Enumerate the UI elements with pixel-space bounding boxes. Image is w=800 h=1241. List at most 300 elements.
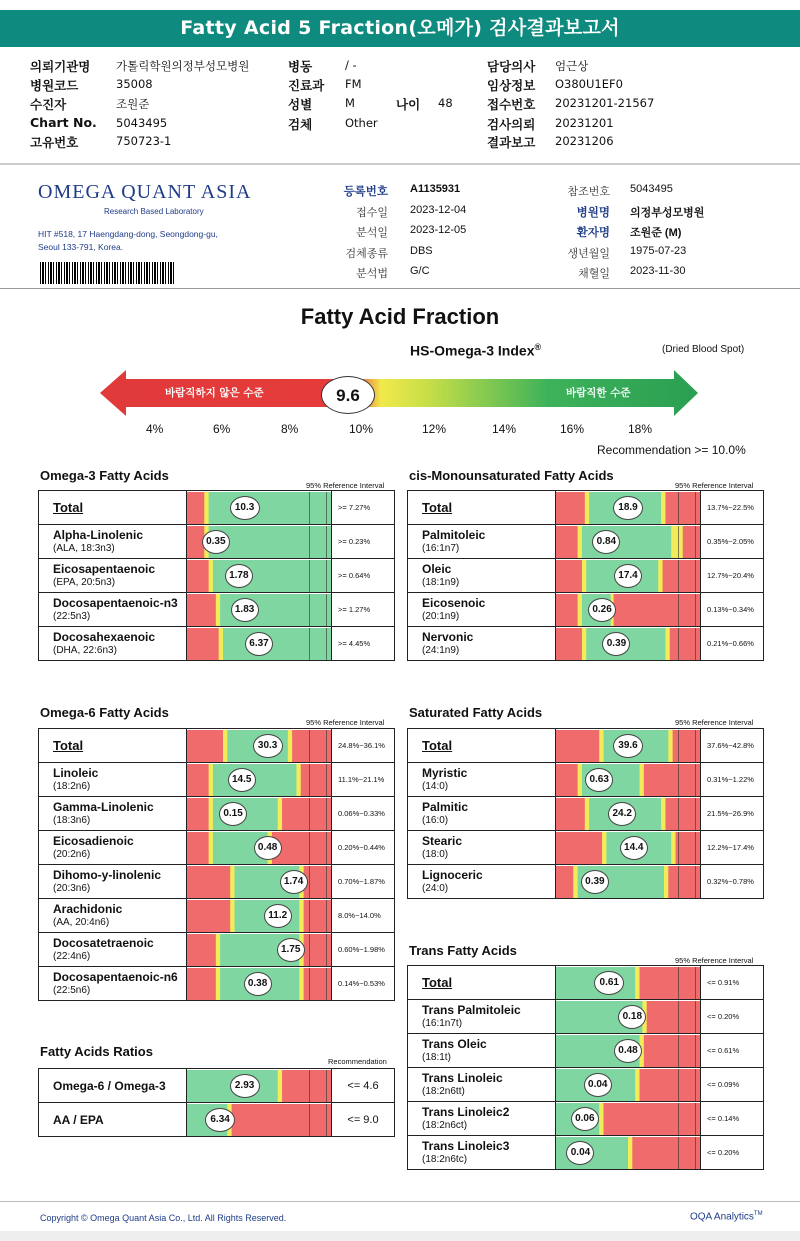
acid-name-cell	[39, 593, 187, 627]
acid-subtitle: (18:2n6tc)	[422, 1153, 468, 1165]
table-row	[39, 525, 395, 559]
lab-info-label: 등록번호	[343, 184, 388, 198]
reference-range: 0.20%~0.44%	[332, 831, 395, 865]
value-bubble: 1.78	[225, 564, 253, 588]
reference-range: 13.7%~22.5%	[701, 491, 764, 525]
range-band-r	[614, 594, 700, 626]
table-row	[408, 1136, 764, 1170]
range-band-y	[278, 1070, 283, 1102]
bar-cell	[556, 831, 701, 865]
ratio-name: Omega-6 / Omega-3	[53, 1078, 166, 1093]
section-title: Omega-3 Fatty Acids	[40, 468, 169, 483]
lab-info-label: 채혈일	[578, 268, 610, 280]
patient-value: 48	[438, 96, 453, 110]
table-row	[39, 865, 395, 899]
acid-name: Eicosenoic	[422, 595, 486, 610]
acid-subtitle: (AA, 20:4n6)	[53, 916, 110, 928]
acid-subtitle: (ALA, 18:3n3)	[53, 542, 115, 554]
range-bar	[187, 798, 331, 830]
reference-range: <= 0.09%	[701, 1068, 764, 1102]
acid-name-cell	[408, 865, 556, 899]
range-bar	[556, 967, 700, 999]
patient-value: 20231201	[555, 116, 614, 130]
acid-subtitle: (16:1n7)	[422, 542, 460, 554]
range-band-r	[640, 1069, 700, 1101]
range-band-r	[292, 730, 331, 762]
lab-info-value: 2023-12-04	[410, 204, 467, 216]
bar-wrap	[187, 526, 331, 558]
range-band-y	[671, 526, 683, 558]
recommendation: Recommendation >= 10.0%	[597, 443, 746, 457]
table-row	[408, 797, 764, 831]
table-row	[408, 763, 764, 797]
range-band-r	[187, 492, 205, 524]
lab-info-label: 생년월일	[567, 248, 610, 260]
range-band-r	[187, 900, 231, 932]
reference-range: 0.32%~0.78%	[701, 865, 764, 899]
value-bubble: 0.06	[571, 1107, 599, 1131]
reference-range: 12.7%~20.4%	[701, 559, 764, 593]
patient-label: 나이	[396, 97, 421, 112]
acid-name: Trans Linoleic2	[422, 1104, 510, 1119]
acid-name-cell	[408, 763, 556, 797]
table-row	[39, 559, 395, 593]
divider	[0, 1201, 800, 1202]
reference-range: 0.31%~1.22%	[701, 763, 764, 797]
acid-subtitle: (18:1t)	[422, 1051, 451, 1063]
bar-wrap	[556, 1035, 700, 1067]
divider	[0, 288, 800, 289]
lab-address-1: HIT #518, 17 Haengdang-dong, Seongdong-gu,	[38, 229, 218, 239]
reference-range: 11.1%~21.1%	[332, 763, 395, 797]
acid-subtitle: (18:3n6)	[53, 814, 91, 826]
range-band-r	[556, 866, 574, 898]
range-band-r	[556, 594, 578, 626]
undesirable-label: 바람직하지 않은 수준	[165, 387, 264, 399]
range-band-r	[556, 764, 578, 796]
acid-name: Eicosapentaenoic	[53, 561, 156, 576]
table-row	[39, 967, 395, 1001]
bar-cell	[556, 491, 701, 525]
range-band-r	[604, 1103, 700, 1135]
bar-wrap	[556, 1103, 700, 1135]
acid-name-cell	[408, 559, 556, 593]
acid-name-cell	[408, 491, 556, 525]
table-row	[39, 729, 395, 763]
acid-name-cell	[39, 763, 187, 797]
reference-interval-header: 95% Reference Interval	[306, 718, 385, 727]
patient-label: 병원코드	[30, 78, 79, 93]
bar-wrap	[187, 730, 331, 762]
acid-name-cell	[39, 797, 187, 831]
patient-value: 20231206	[555, 134, 614, 148]
acid-name-cell	[408, 525, 556, 559]
range-band-y	[578, 526, 583, 558]
patient-value: FM	[345, 77, 362, 91]
index-value-bubble: 9.6	[321, 376, 375, 414]
range-band-r	[187, 628, 219, 660]
table-row	[408, 1102, 764, 1136]
range-band-y	[658, 560, 663, 592]
value-bubble: 39.6	[613, 734, 643, 758]
bar-cell	[556, 1102, 701, 1136]
acid-subtitle: (16:0)	[422, 814, 449, 826]
bar-wrap	[556, 594, 700, 626]
acid-name-cell	[39, 933, 187, 967]
acid-name: Total	[422, 974, 453, 990]
bar-wrap	[187, 628, 331, 660]
value-bubble: 0.35	[202, 530, 230, 554]
lab-info-label: 참조번호	[567, 186, 610, 198]
range-band-y	[230, 866, 235, 898]
acid-name: Trans Linoleic3	[422, 1138, 510, 1153]
range-band-y	[635, 967, 640, 999]
range-bar	[187, 934, 331, 966]
bar-cell	[556, 559, 701, 593]
index-tick-label: 18%	[628, 422, 653, 436]
acid-name: Trans Palmitoleic	[422, 1002, 521, 1017]
fatty-acid-table	[407, 728, 764, 899]
acid-subtitle: (16:1n7t)	[422, 1017, 463, 1029]
patient-value: Other	[345, 116, 378, 130]
bar-wrap	[187, 900, 331, 932]
patient-value: O380U1EF0	[555, 77, 623, 91]
range-bar	[556, 594, 700, 626]
lab-info-label: 환자명	[576, 225, 610, 239]
range-band-g	[223, 628, 331, 660]
reference-range: <= 0.20%	[701, 1000, 764, 1034]
patient-label: 접수번호	[487, 97, 536, 112]
copyright: Copyright © Omega Quant Asia Co., Ltd. All Rights Reserved.	[40, 1213, 287, 1223]
acid-name: Trans Linoleic	[422, 1070, 503, 1085]
lab-info-value: 조원준 (M)	[630, 227, 682, 239]
section-title: Omega-6 Fatty Acids	[40, 705, 169, 720]
value-bubble: 0.26	[588, 598, 616, 622]
acid-name-cell	[39, 729, 187, 763]
reference-range: 37.6%~42.8%	[701, 729, 764, 763]
range-band-y	[278, 798, 283, 830]
table-row	[39, 933, 395, 967]
acid-name: Stearic	[422, 833, 463, 848]
range-band-g	[209, 492, 331, 524]
range-band-r	[187, 798, 209, 830]
bar-cell	[556, 729, 701, 763]
lab-info-value: DBS	[410, 245, 433, 257]
fatty-acid-table	[38, 490, 395, 661]
reference-range: 12.2%~17.4%	[701, 831, 764, 865]
bar-cell	[556, 525, 701, 559]
patient-label: 검체	[288, 117, 313, 132]
range-bar	[187, 866, 331, 898]
lab-info-label: 접수일	[356, 207, 388, 219]
ratio-name-cell	[39, 1069, 187, 1103]
fatty-acid-table	[407, 490, 764, 661]
table-row	[408, 559, 764, 593]
range-band-y	[671, 832, 676, 864]
bar-wrap	[556, 764, 700, 796]
range-bar	[187, 560, 331, 592]
acid-name-cell	[408, 1068, 556, 1102]
value-bubble: 14.5	[228, 768, 256, 792]
index-title: HS-Omega-3 Index®	[410, 342, 542, 359]
acid-name-cell	[408, 1136, 556, 1170]
range-band-y	[216, 934, 221, 966]
barcode	[40, 262, 175, 284]
range-band-y	[668, 730, 673, 762]
acid-subtitle: (22:4n6)	[53, 950, 91, 962]
range-band-r	[187, 560, 209, 592]
bar-wrap	[556, 492, 700, 524]
acid-name-cell	[408, 627, 556, 661]
bar-wrap	[556, 832, 700, 864]
lab-info-value: G/C	[410, 265, 430, 277]
patient-value: 5043495	[116, 116, 168, 130]
table-row	[408, 831, 764, 865]
range-band-r	[556, 730, 600, 762]
range-band-y	[288, 730, 293, 762]
lab-logo-subtitle: Research Based Laboratory	[104, 207, 204, 216]
patient-value: 엄근상	[555, 59, 589, 73]
patient-label: 의뢰기관명	[30, 59, 91, 74]
acid-name-cell	[408, 1102, 556, 1136]
bar-cell	[556, 763, 701, 797]
lab-address-2: Seoul 133-791, Korea.	[38, 242, 124, 252]
range-band-y	[582, 560, 587, 592]
bar-wrap	[187, 492, 331, 524]
bar-wrap	[556, 1137, 700, 1169]
ratios-table	[38, 1068, 395, 1137]
lab-info-value: 의정부성모병원	[630, 207, 705, 219]
table-row	[408, 1068, 764, 1102]
bar-cell	[556, 1000, 701, 1034]
acid-name: Nervonic	[422, 629, 474, 644]
bar-cell	[556, 797, 701, 831]
reference-range: 0.14%~0.53%	[332, 967, 395, 1001]
range-band-r	[282, 1070, 331, 1102]
reference-range: 21.5%~26.9%	[701, 797, 764, 831]
bar-wrap	[187, 968, 331, 1000]
bar-wrap	[187, 798, 331, 830]
range-band-y	[296, 764, 301, 796]
bar-cell	[187, 1069, 332, 1103]
acid-name: Arachidonic	[53, 901, 123, 916]
acid-name-cell	[39, 525, 187, 559]
bar-cell	[187, 593, 332, 627]
value-bubble: 14.4	[620, 836, 648, 860]
acid-name: Trans Oleic	[422, 1036, 487, 1051]
bar-wrap	[187, 560, 331, 592]
acid-name: Docosapentaenoic-n6	[53, 969, 178, 984]
range-band-y	[661, 798, 666, 830]
acid-name: Total	[422, 737, 453, 753]
range-band-r	[556, 526, 578, 558]
range-band-r	[683, 526, 700, 558]
bar-wrap	[556, 866, 700, 898]
table-row	[39, 797, 395, 831]
range-band-y	[640, 764, 645, 796]
bar-cell	[187, 1103, 332, 1137]
acid-subtitle: (EPA, 20:5n3)	[53, 576, 116, 588]
reference-range: 0.35%~2.05%	[701, 525, 764, 559]
reference-interval-header: 95% Reference Interval	[675, 481, 754, 490]
bar-cell	[187, 491, 332, 525]
section-title: cis-Monounsaturated Fatty Acids	[409, 468, 614, 483]
lab-info-label: 분석일	[356, 227, 388, 239]
acid-name: Palmitic	[422, 799, 469, 814]
acid-subtitle: (18:0)	[422, 848, 449, 860]
range-band-y	[585, 492, 590, 524]
lab-info-value: 2023-11-30	[630, 265, 686, 277]
bar-wrap	[187, 866, 331, 898]
patient-label: 검사의뢰	[487, 117, 536, 132]
value-bubble: 0.48	[254, 836, 282, 860]
bar-cell	[187, 525, 332, 559]
patient-label: 결과보고	[487, 135, 536, 150]
patient-label: 진료과	[288, 78, 325, 93]
sample-type: (Dried Blood Spot)	[662, 344, 745, 355]
range-bar	[556, 866, 700, 898]
acid-name-cell	[39, 491, 187, 525]
bar-cell	[187, 729, 332, 763]
range-band-y	[216, 594, 221, 626]
range-band-r	[676, 832, 700, 864]
range-band-y	[209, 832, 214, 864]
bar-wrap	[187, 1070, 331, 1102]
acid-subtitle: (14:0)	[422, 780, 449, 792]
value-bubble: 0.61	[594, 971, 624, 995]
bar-cell	[187, 797, 332, 831]
bar-cell	[187, 831, 332, 865]
ratio-recommendation: <= 4.6	[332, 1069, 395, 1103]
bar-wrap	[556, 1001, 700, 1033]
range-band-r	[665, 492, 700, 524]
reference-range: <= 0.14%	[701, 1102, 764, 1136]
reference-range: 0.60%~1.98%	[332, 933, 395, 967]
table-row	[39, 627, 395, 661]
index-tick-label: 14%	[492, 422, 517, 436]
acid-name-cell	[408, 966, 556, 1000]
range-band-y	[209, 764, 214, 796]
value-bubble: 0.15	[219, 802, 247, 826]
table-row	[408, 1000, 764, 1034]
patient-value: M	[345, 96, 355, 110]
range-band-y	[585, 798, 590, 830]
table-row	[408, 593, 764, 627]
patient-label: 임상정보	[487, 78, 536, 93]
table-row	[39, 1069, 395, 1103]
reference-range: 24.8%~36.1%	[332, 729, 395, 763]
report-title: Fatty Acid 5 Fraction(오메가) 검사결과보고서	[0, 10, 800, 47]
recommendation-header: Recommendation	[328, 1057, 387, 1066]
acid-name: Eicosadienoic	[53, 833, 134, 848]
acid-name-cell	[39, 559, 187, 593]
patient-label: 병동	[288, 59, 313, 74]
acid-name: Docosatetraenoic	[53, 935, 154, 950]
value-bubble: 11.2	[264, 904, 292, 928]
value-bubble: 2.93	[230, 1074, 260, 1098]
bar-wrap	[187, 832, 331, 864]
index-tick-label: 8%	[281, 422, 299, 436]
table-row	[408, 1034, 764, 1068]
value-bubble: 17.4	[614, 564, 642, 588]
ratio-recommendation: <= 9.0	[332, 1103, 395, 1137]
acid-name-cell	[39, 627, 187, 661]
bar-cell	[187, 627, 332, 661]
lab-info-value: 2023-12-05	[410, 224, 467, 236]
bar-cell	[187, 865, 332, 899]
fatty-acid-table	[38, 728, 395, 1001]
reference-range: >= 0.23%	[332, 525, 395, 559]
acid-name-cell	[39, 831, 187, 865]
bar-cell	[556, 1068, 701, 1102]
acid-name-cell	[39, 899, 187, 933]
value-bubble: 1.74	[280, 870, 308, 894]
bar-wrap	[556, 560, 700, 592]
range-band-y	[204, 492, 209, 524]
value-bubble: 24.2	[608, 802, 636, 826]
value-bubble: 0.84	[592, 530, 620, 554]
lab-info-label: 검체종류	[345, 248, 388, 260]
acid-name: Total	[53, 499, 84, 515]
reference-range: 0.13%~0.34%	[701, 593, 764, 627]
index-tick-label: 4%	[146, 422, 164, 436]
reference-range: 0.21%~0.66%	[701, 627, 764, 661]
patient-value: 750723-1	[116, 134, 172, 148]
table-row	[39, 763, 395, 797]
range-bar	[556, 764, 700, 796]
acid-name: Gamma-Linolenic	[53, 799, 154, 814]
value-bubble: 6.34	[205, 1108, 235, 1132]
range-band-r	[644, 1035, 700, 1067]
reference-range: >= 7.27%	[332, 491, 395, 525]
acid-name: Linoleic	[53, 765, 99, 780]
range-band-y	[209, 798, 214, 830]
range-band-r	[187, 730, 224, 762]
ratios-title: Fatty Acids Ratios	[40, 1044, 153, 1059]
bar-wrap	[556, 526, 700, 558]
lab-info-value: 1975-07-23	[630, 245, 687, 257]
acid-subtitle: (18:2n6tt)	[422, 1085, 465, 1097]
lab-info-label: 분석법	[356, 268, 388, 280]
range-band-r	[556, 832, 603, 864]
range-band-y	[628, 1137, 633, 1169]
range-band-y	[219, 628, 224, 660]
table-row	[408, 525, 764, 559]
range-band-y	[573, 866, 578, 898]
reference-range: 8.0%~14.0%	[332, 899, 395, 933]
patient-label: 담당의사	[487, 59, 536, 74]
range-band-y	[665, 628, 670, 660]
range-band-y	[599, 1103, 604, 1135]
patient-value: 20231201-21567	[555, 96, 655, 110]
table-row	[408, 729, 764, 763]
bar-wrap	[187, 934, 331, 966]
range-band-r	[556, 798, 585, 830]
acid-name: Palmitoleic	[422, 527, 486, 542]
reference-range: >= 1.27%	[332, 593, 395, 627]
bar-wrap	[556, 798, 700, 830]
bar-cell	[187, 899, 332, 933]
range-band-y	[661, 492, 666, 524]
range-bar	[556, 526, 700, 558]
acid-subtitle: (20:3n6)	[53, 882, 91, 894]
value-bubble: 0.04	[566, 1141, 594, 1165]
value-bubble: 0.39	[581, 870, 609, 894]
ratio-name-cell	[39, 1103, 187, 1137]
divider	[0, 163, 800, 165]
bar-cell	[187, 763, 332, 797]
reference-range: <= 0.91%	[701, 966, 764, 1000]
